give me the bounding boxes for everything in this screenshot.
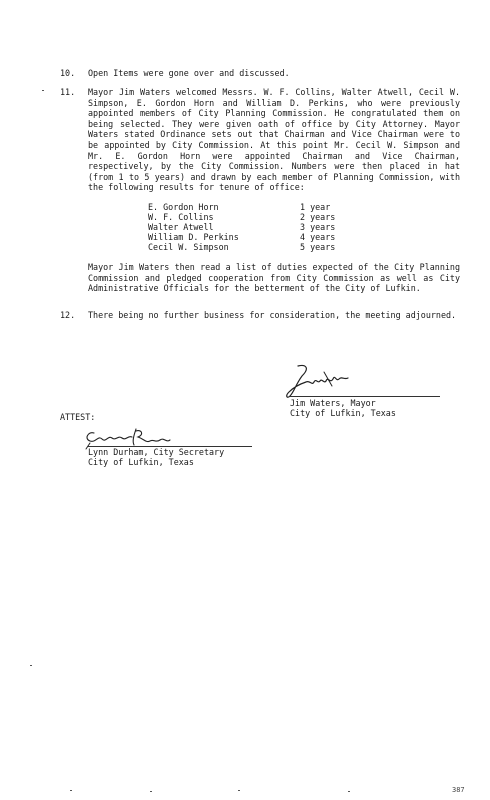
scan-speck [238, 790, 240, 791]
minutes-item-12 [60, 310, 460, 321]
member-term: 2 years [300, 212, 336, 222]
mayor-block [290, 398, 396, 418]
scan-speck [42, 90, 44, 91]
item-number: 10. [60, 68, 76, 78]
secretary-name-title: Lynn Durham, City Secretary [88, 447, 225, 457]
item-text: There being no further business for consideration, the meeting adjourned. [88, 310, 457, 320]
tenure-row [148, 202, 360, 212]
member-term: 3 years [300, 222, 336, 232]
member-name: William D. Perkins [148, 232, 239, 242]
scan-speck [348, 791, 350, 792]
member-name: W. F. Collins [148, 212, 214, 222]
scan-speck [150, 791, 152, 792]
member-term: 1 year [300, 202, 331, 212]
item-text: Open Items were gone over and discussed. [88, 68, 290, 78]
item-number: 11. [60, 87, 76, 97]
duties-paragraph: Mayor Jim Waters then read a list of duties expected of the City Planning Commission and pledged cooperation from City Commission as well as City Administrative Officials for the betterment of the City of Lufkin. [88, 262, 460, 294]
tenure-row [148, 222, 360, 232]
scan-speck [70, 790, 72, 791]
minutes-item-10 [60, 68, 460, 79]
secretary-city: City of Lufkin, Texas [88, 457, 194, 467]
tenure-row [148, 212, 360, 222]
mayor-signature-line [290, 396, 440, 397]
mayor-city: City of Lufkin, Texas [290, 408, 396, 418]
minutes-item-11 [60, 87, 460, 193]
member-term: 4 years [300, 232, 336, 242]
item-text: Mayor Jim Waters welcomed Messrs. W. F. Collins, Walter Atwell, Cecil W. Simpson, E. Gordon Horn and William D. Perkins, who were previously appointed members of City Planning Commission. He congratulated them on being selected. They were given oath of office by City Attorney. Mayor Waters stated Ordinance sets out that Chairman and Vice Chairman were to be appointed by City Commission. At this point Mr. Cecil W. Simpson and Mr. E. Gordon Horn were appointed Chairman and Vice Chairman, respectively, by the City Commission. Numbers were then placed in hat (from 1 to 5 years) and drawn by each member of Planning Commission, with the following results for tenure of office: [88, 87, 460, 193]
page-number: 387 [452, 786, 465, 794]
member-name: E. Gordon Horn [148, 202, 219, 212]
member-name: Cecil W. Simpson [148, 242, 229, 252]
tenure-row [148, 232, 360, 242]
attest-label: ATTEST: [60, 412, 96, 422]
member-term: 5 years [300, 242, 336, 252]
mayor-name-title: Jim Waters, Mayor [290, 398, 376, 408]
secretary-block [88, 447, 224, 467]
item-number: 12. [60, 310, 76, 320]
member-name: Walter Atwell [148, 222, 214, 232]
scan-speck [30, 665, 32, 666]
tenure-row [148, 242, 360, 252]
tenure-list [148, 202, 360, 252]
